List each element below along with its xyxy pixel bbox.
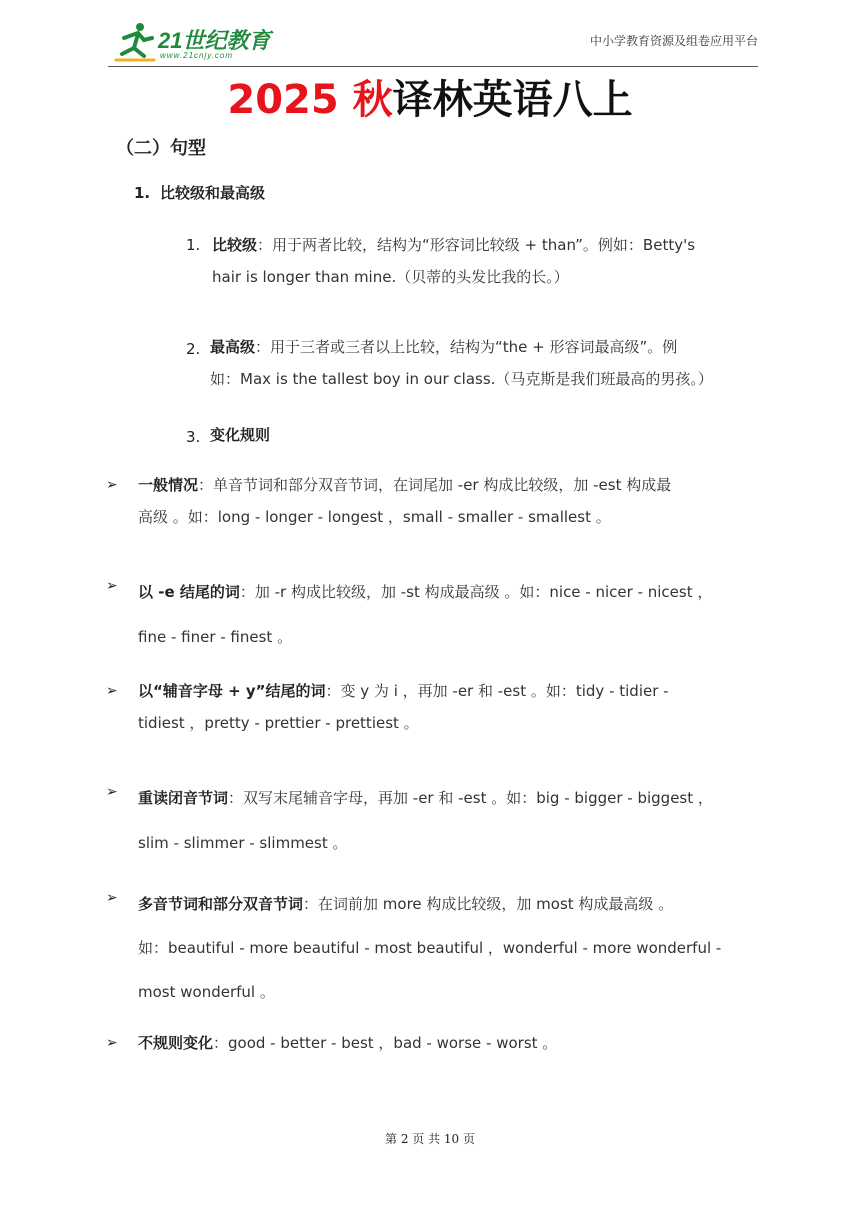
rule-label: 重读闭音节词	[138, 789, 229, 807]
item-number: 1.	[134, 184, 151, 202]
title-year: 2025	[227, 77, 339, 123]
rule-text: slim - slimmer - slimmest 。	[138, 834, 348, 852]
rule-text: most wonderful 。	[138, 983, 275, 1001]
sub-number: 2.	[186, 340, 201, 358]
bullet-arrow-icon: ➢	[106, 890, 118, 906]
rule-text: tidiest ，pretty - prettier - prettiest 。	[138, 714, 419, 732]
rule-label: 不规则变化	[138, 1034, 214, 1052]
sub-item-rules: 变化规则	[210, 426, 271, 444]
rule-label: 一般情况	[138, 476, 199, 494]
rule-text: ：在词前加 more 构成比较级，加 most 构成最高级 。	[303, 895, 674, 913]
rule-item	[138, 1027, 758, 1059]
runner-logo-icon	[114, 20, 158, 64]
sub-item-superlative	[210, 331, 762, 395]
sub-label: 比较级	[212, 236, 258, 254]
rule-text: ：加 -r 构成比较级，加 -st 构成最高级 。如：nice - nicer - nicest ，	[239, 583, 713, 601]
rule-text: ：变 y 为 i ，再加 -er 和 -est 。如：tidy - tidier -	[325, 682, 669, 700]
sub-text: ：用于两者比较，结构为“形容词比较级 + than”。例如：Betty's	[257, 236, 696, 254]
sub-item-comparative	[212, 229, 762, 293]
rule-text: ：单音节词和部分双音节词，在词尾加 -er 构成比较级，加 -est 构成最	[198, 476, 672, 494]
sub-number: 1.	[186, 236, 201, 254]
sub-text: 如：Max is the tallest boy in our class.（马克斯是我们班最高的男孩。）	[210, 370, 713, 388]
section-heading: （二）句型	[116, 138, 206, 159]
rule-item	[138, 570, 758, 660]
bullet-arrow-icon: ➢	[106, 477, 118, 493]
page-footer: 第 2 页 共 10 页	[385, 1132, 475, 1146]
bullet-arrow-icon: ➢	[106, 683, 118, 699]
sub-text: ：用于三者或三者以上比较，结构为“the + 形容词最高级”。例	[255, 338, 678, 356]
logo	[114, 20, 284, 64]
bullet-arrow-icon: ➢	[106, 1035, 118, 1051]
bullet-arrow-icon: ➢	[106, 578, 118, 594]
page-title	[0, 72, 860, 128]
logo-url: www.21cnjy.com	[160, 51, 233, 60]
rule-item	[138, 469, 758, 533]
rule-label: 以“辅音字母 + y”结尾的词	[138, 682, 326, 700]
title-autumn: 秋	[352, 77, 393, 123]
rule-item	[138, 675, 758, 739]
rule-label: 以 -e 结尾的词	[138, 583, 240, 601]
title-rest: 译林英语八上	[392, 77, 633, 123]
item-heading: 比较级和最高级	[160, 184, 266, 202]
rule-text: ：good - better - best ，bad - worse - worst 。	[213, 1034, 558, 1052]
rule-label: 多音节词和部分双音节词	[138, 895, 304, 913]
platform-name: 中小学教育资源及组卷应用平台	[589, 34, 758, 48]
rule-text: 如：beautiful - more beautiful - most beautiful ，wonderful - more wonderful -	[138, 939, 722, 957]
rule-item	[138, 776, 758, 866]
logo-text: 21世纪教育	[158, 28, 271, 53]
bullet-arrow-icon: ➢	[106, 784, 118, 800]
sub-number: 3.	[186, 428, 201, 446]
rule-text: fine - finer - finest 。	[138, 628, 293, 646]
rule-text: 高级 。如：long - longer - longest ，small - smaller - smallest 。	[138, 508, 611, 526]
page-header	[108, 18, 758, 67]
sub-text: hair is longer than mine.（贝蒂的头发比我的长。）	[212, 268, 569, 286]
sub-label: 最高级	[210, 338, 256, 356]
rule-item	[138, 882, 758, 1014]
rule-text: ：双写末尾辅音字母，再加 -er 和 -est 。如：big - bigger - biggest ，	[228, 789, 713, 807]
